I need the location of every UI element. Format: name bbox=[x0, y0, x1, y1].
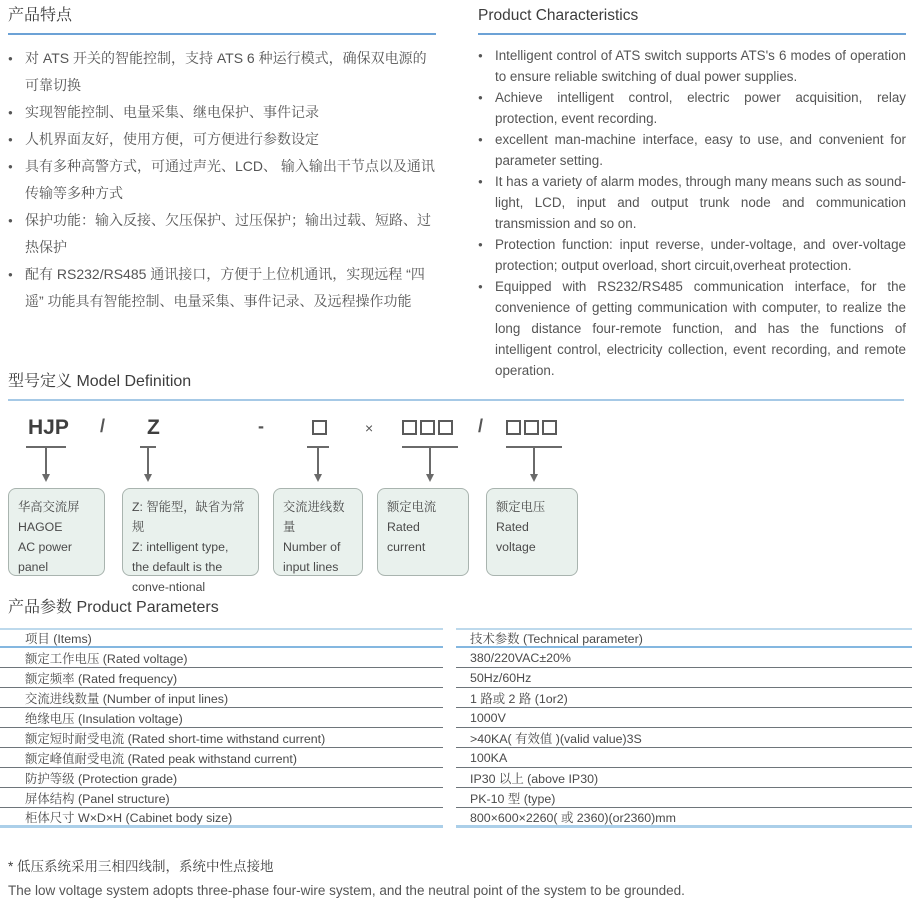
model-box-line: conve-ntional bbox=[132, 580, 206, 594]
value-cell: 800×600×2260( 或 2360)(or2360)mm bbox=[456, 808, 912, 828]
digit-box-group-rated-current bbox=[402, 420, 453, 435]
section-underline bbox=[478, 33, 906, 35]
table-row bbox=[0, 728, 912, 748]
features-section-en bbox=[478, 6, 906, 381]
model-box-line: 额定电流 bbox=[387, 500, 437, 514]
table-row bbox=[0, 788, 912, 808]
table-header-row bbox=[0, 628, 912, 648]
model-box-line: 交流进线数量 bbox=[283, 500, 345, 534]
column-gap bbox=[443, 808, 456, 828]
item-cell: 额定频率 (Rated frequency) bbox=[0, 668, 443, 688]
value-cell: 100KA bbox=[456, 748, 912, 768]
digit-box-group-rated-voltage bbox=[506, 420, 557, 435]
model-brand-code: HJP bbox=[28, 416, 69, 439]
model-box-line: Rated current bbox=[387, 520, 426, 554]
feature-item-en: ● Protection function: input reverse, under-voltage, and over-voltage protection; output overload, short circuit,overheat protection. bbox=[478, 234, 906, 276]
table-row bbox=[0, 688, 912, 708]
feature-item-en: ● excellent man-machine interface, easy to use, and convenient for parameter setting. bbox=[478, 129, 906, 171]
column-gap bbox=[443, 768, 456, 788]
model-box-line: AC power panel bbox=[18, 540, 72, 574]
table-row bbox=[0, 648, 912, 668]
feature-item-en: ● Achieve intelligent control, electric power acquisition, relay protection, event recording. bbox=[478, 87, 906, 129]
feature-item-en: ● Equipped with RS232/RS485 communication interface, for the convenience of getting communication with computer, to realize the long distance four-remote function, and has the functions of intelligent control, electricity collection, event recording, and remote operation. bbox=[478, 276, 906, 381]
section-underline bbox=[8, 399, 904, 401]
item-cell: 额定工作电压 (Rated voltage) bbox=[0, 648, 443, 668]
digit-box bbox=[438, 420, 453, 435]
section-underline bbox=[8, 33, 436, 35]
model-separator: / bbox=[478, 416, 484, 436]
model-box-type bbox=[122, 488, 259, 594]
model-box-line: the default is the bbox=[132, 560, 223, 574]
feature-item-en: ● Intelligent control of ATS switch supports ATS's 6 modes of operation to ensure reliable switching of dual power supplies. bbox=[478, 45, 906, 87]
features-title-en: Product Characteristics bbox=[478, 7, 639, 24]
column-gap bbox=[443, 748, 456, 768]
feature-item-zh: ● 实现智能控制、电量采集、继电保护、事件记录 bbox=[8, 99, 436, 126]
feature-item-en: ● It has a variety of alarm modes, through many means such as sound-light, LCD, input and output trunk node and communication transmission and so on. bbox=[478, 171, 906, 234]
value-cell: >40KA( 有效值 )(valid value)3S bbox=[456, 728, 912, 748]
model-box-input-lines bbox=[273, 488, 363, 576]
model-box-line: 额定电压 bbox=[496, 500, 546, 514]
value-cell: IP30 以上 (above IP30) bbox=[456, 768, 912, 788]
footnote-en: The low voltage system adopts three-phase four-wire system, and the neutral point of the system to be grounded. bbox=[8, 883, 685, 898]
column-gap bbox=[443, 648, 456, 668]
digit-box bbox=[524, 420, 539, 435]
model-box-rated-voltage bbox=[486, 488, 578, 576]
footnote bbox=[8, 858, 904, 899]
features-list-zh bbox=[8, 45, 436, 315]
table-row bbox=[0, 768, 912, 788]
pointer-arrow bbox=[506, 446, 562, 482]
item-cell: 防护等级 (Protection grade) bbox=[0, 768, 443, 788]
feature-item-zh: ● 对 ATS 开关的智能控制，支持 ATS 6 种运行模式，确保双电源的可靠切换 bbox=[8, 45, 436, 99]
column-gap bbox=[443, 688, 456, 708]
table-row bbox=[0, 668, 912, 688]
pointer-arrow bbox=[307, 446, 329, 482]
model-box-line: Z: intelligent type, bbox=[132, 540, 229, 554]
model-box-line: input lines bbox=[283, 560, 339, 574]
digit-box bbox=[542, 420, 557, 435]
digit-box bbox=[506, 420, 521, 435]
item-cell: 交流进线数量 (Number of input lines) bbox=[0, 688, 443, 708]
model-box-line: Rated voltage bbox=[496, 520, 536, 554]
product-parameters-section bbox=[0, 598, 912, 828]
item-cell: 绝缘电压 (Insulation voltage) bbox=[0, 708, 443, 728]
digit-box-group-input-lines bbox=[312, 420, 327, 435]
table-row bbox=[0, 748, 912, 768]
multiply-sign: × bbox=[365, 420, 374, 436]
column-gap bbox=[443, 788, 456, 808]
model-box-line: Z: 智能型，缺省为常规 bbox=[132, 500, 245, 534]
features-section-zh bbox=[8, 6, 436, 315]
feature-item-zh: ● 配有 RS232/RS485 通讯接口，方便于上位机通讯，实现远程 “四遥” 功能具有智能控制、电量采集、事件记录、及远程操作功能 bbox=[8, 261, 436, 315]
item-cell: 柜体尺寸 W×D×H (Cabinet body size) bbox=[0, 808, 443, 828]
model-box-line: HAGOE bbox=[18, 520, 63, 534]
value-cell: PK-10 型 (type) bbox=[456, 788, 912, 808]
table-row bbox=[0, 808, 912, 828]
header-cell-value: 技术参数 (Technical parameter) bbox=[456, 628, 912, 648]
item-cell: 屏体结构 (Panel structure) bbox=[0, 788, 443, 808]
item-cell: 额定峰值耐受电流 (Rated peak withstand current) bbox=[0, 748, 443, 768]
model-definition-title: 型号定义 Model Definition bbox=[8, 373, 192, 390]
model-box-line: Number of bbox=[283, 540, 341, 554]
model-box-brand bbox=[8, 488, 105, 576]
value-cell: 1000V bbox=[456, 708, 912, 728]
model-definition-section bbox=[8, 372, 904, 594]
table-row bbox=[0, 708, 912, 728]
model-type-code: Z bbox=[147, 416, 160, 439]
model-box-rated-current bbox=[377, 488, 469, 576]
feature-item-zh: ● 保护功能：输入反接、欠压保护、过压保护；输出过载、短路、过热保护 bbox=[8, 207, 436, 261]
value-cell: 380/220VAC±20% bbox=[456, 648, 912, 668]
column-gap bbox=[443, 708, 456, 728]
pointer-arrow bbox=[140, 446, 156, 482]
parameters-title: 产品参数 Product Parameters bbox=[8, 599, 219, 616]
column-gap bbox=[443, 728, 456, 748]
column-gap bbox=[443, 668, 456, 688]
digit-box bbox=[402, 420, 417, 435]
footnote-zh: * 低压系统采用三相四线制，系统中性点接地 bbox=[8, 859, 274, 874]
item-cell: 额定短时耐受电流 (Rated short-time withstand current) bbox=[0, 728, 443, 748]
feature-item-zh: ● 人机界面友好，使用方便，可方便进行参数设定 bbox=[8, 126, 436, 153]
pointer-arrow bbox=[402, 446, 458, 482]
features-list-en bbox=[478, 45, 906, 381]
model-separator: - bbox=[258, 416, 264, 436]
model-box-line: 华高交流屏 bbox=[18, 500, 80, 514]
pointer-arrow bbox=[26, 446, 66, 482]
header-cell-item: 项目 (Items) bbox=[0, 628, 443, 648]
digit-box bbox=[312, 420, 327, 435]
parameters-table bbox=[0, 628, 912, 828]
value-cell: 1 路或 2 路 (1or2) bbox=[456, 688, 912, 708]
feature-item-zh: ● 具有多种高警方式，可通过声光、LCD、 输入输出干节点以及通讯传输等多种方式 bbox=[8, 153, 436, 207]
value-cell: 50Hz/60Hz bbox=[456, 668, 912, 688]
column-gap bbox=[443, 628, 456, 648]
digit-box bbox=[420, 420, 435, 435]
model-separator: / bbox=[100, 416, 106, 436]
features-title-zh: 产品特点 bbox=[8, 7, 73, 24]
